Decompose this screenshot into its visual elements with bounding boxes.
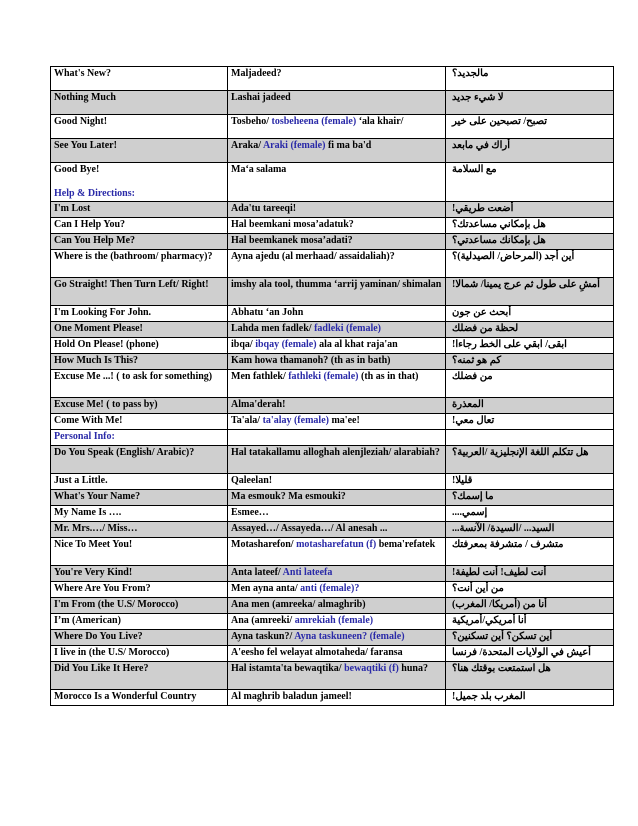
english-phrase: I'm Looking For John. — [51, 306, 228, 322]
table-row — [51, 598, 614, 614]
table-row — [51, 566, 614, 582]
english-phrase: Hold On Please! (phone) — [51, 338, 228, 354]
table-row — [51, 338, 614, 354]
arabic-phrase: أنا أمريكي/أمريكية — [446, 614, 614, 630]
transliteration-text: Abhatu ‘an John — [231, 307, 304, 318]
arabic-phrase: أبحث عن جون — [446, 306, 614, 322]
female-form: amrekiah (female) — [294, 615, 374, 626]
english-phrase: Do You Speak (English/ Arabic)? — [51, 446, 228, 474]
transliteration-text: Men ayna anta/ — [231, 583, 301, 594]
english-phrase: Nothing Much — [51, 91, 228, 115]
table-row — [51, 430, 614, 446]
female-form: Araki (female) — [262, 140, 326, 151]
table-row — [51, 370, 614, 398]
arabic-phrase: من أين أنت؟ — [446, 582, 614, 598]
phrase-table — [50, 66, 614, 706]
transliteration-text: bema'refatek — [376, 539, 436, 550]
table-row — [51, 139, 614, 163]
transliteration-text: Alma'derah! — [231, 399, 286, 410]
transliteration — [228, 598, 446, 614]
english-phrase: You're Very Kind! — [51, 566, 228, 582]
arabic-phrase: أمشِ على طول ثم عرج يمينا/ شمالا! — [446, 278, 614, 306]
transliteration-text: Anta lateef/ — [231, 567, 283, 578]
arabic-phrase: أنا من (أمريكا/ المغرب) — [446, 598, 614, 614]
female-form: tosbeheena (female) — [271, 116, 357, 127]
arabic-phrase: ابقى/ ابقي على الخط رجاءا! — [446, 338, 614, 354]
table-row — [51, 67, 614, 91]
transliteration-text: A'eesho fel welayat almotaheda/ faransa — [231, 647, 403, 658]
transliteration-text: huna? — [398, 663, 428, 674]
english-phrase: Excuse Me! ( to pass by) — [51, 398, 228, 414]
transliteration-text: (th as in that) — [358, 371, 419, 382]
english-phrase: I'm From (the U.S/ Morocco) — [51, 598, 228, 614]
arabic-phrase: هل بإمكانك مساعدتي؟ — [446, 234, 614, 250]
transliteration-text: Qaleelan! — [231, 475, 273, 486]
arabic-phrase: تصبح/ تصبحين على خير — [446, 115, 614, 139]
table-row — [51, 614, 614, 630]
table-row — [51, 163, 614, 202]
transliteration — [228, 370, 446, 398]
english-phrase: I’m (American) — [51, 614, 228, 630]
english-phrase: My Name Is …. — [51, 506, 228, 522]
english-phrase: Where Are You From? — [51, 582, 228, 598]
transliteration-text: Kam howa thamanoh? (th as in bath) — [231, 355, 391, 366]
female-form: ta'alay (female) — [262, 415, 329, 426]
table-row — [51, 538, 614, 566]
english-phrase: Come With Me! — [51, 414, 228, 430]
english-phrase: Mr. Mrs.…/ Miss… — [51, 522, 228, 538]
table-row — [51, 398, 614, 414]
female-form: Anti lateefa — [282, 567, 333, 578]
english-phrase: See You Later! — [51, 139, 228, 163]
arabic-phrase: أين أجد (المرحاض/ الصيدلية)؟ — [446, 250, 614, 278]
female-form: motasharefatun (f) — [296, 539, 377, 550]
arabic-phrase: مع السلامة — [446, 163, 614, 202]
english-phrase-text: Good Bye! — [54, 164, 100, 175]
transliteration-text: Motasharefon/ — [231, 539, 297, 550]
table-row — [51, 278, 614, 306]
transliteration — [228, 306, 446, 322]
transliteration-text: Lahda men fadlek/ — [231, 323, 315, 334]
transliteration-text: Ada'tu tareeqi! — [231, 203, 297, 214]
transliteration-text: Ayna ajedu (al merhaad/ assaidaliah)? — [231, 251, 395, 262]
arabic-phrase: هل استمتعت بوقتك هنا؟ — [446, 662, 614, 690]
transliteration — [228, 662, 446, 690]
transliteration — [228, 414, 446, 430]
table-row — [51, 234, 614, 250]
transliteration — [228, 474, 446, 490]
transliteration-text: Hal istamta'ta bewaqtika/ — [231, 663, 345, 674]
transliteration — [228, 163, 446, 202]
english-phrase: Go Straight! Then Turn Left/ Right! — [51, 278, 228, 306]
transliteration-text: ala al khat raja'an — [316, 339, 398, 350]
english-phrase: Excuse Me ...! ( to ask for something) — [51, 370, 228, 398]
transliteration-text: Assayed…/ Assayeda…/ Al anesah ... — [231, 523, 388, 534]
table-row — [51, 446, 614, 474]
transliteration-text: Men fathlek/ — [231, 371, 289, 382]
transliteration — [228, 115, 446, 139]
table-row — [51, 91, 614, 115]
transliteration-text: fi ma ba'd — [325, 140, 372, 151]
table-row — [51, 414, 614, 430]
transliteration — [228, 234, 446, 250]
arabic-phrase: إسمي.... — [446, 506, 614, 522]
table-row — [51, 322, 614, 338]
english-phrase: Where is the (bathroom/ pharmacy)? — [51, 250, 228, 278]
transliteration-text: ‘ala khair/ — [356, 116, 404, 127]
transliteration-text: Araka/ — [231, 140, 263, 151]
transliteration-text: Ma esmouk? Ma esmouki? — [231, 491, 346, 502]
table-row — [51, 306, 614, 322]
arabic-phrase: مالجديد؟ — [446, 67, 614, 91]
english-phrase — [51, 163, 228, 202]
english-phrase: I live in (the U.S/ Morocco) — [51, 646, 228, 662]
female-form: bewaqtiki (f) — [344, 663, 399, 674]
english-phrase: Morocco Is a Wonderful Country — [51, 690, 228, 706]
table-row — [51, 522, 614, 538]
transliteration — [228, 202, 446, 218]
english-phrase: What's Your Name? — [51, 490, 228, 506]
transliteration — [228, 614, 446, 630]
arabic-phrase: أضعت طريقي! — [446, 202, 614, 218]
female-form: ibqay (female) — [255, 339, 317, 350]
transliteration-text: Esmee… — [231, 507, 269, 518]
transliteration — [228, 278, 446, 306]
table-row — [51, 202, 614, 218]
arabic-phrase — [446, 430, 614, 446]
female-form: fathleki (female) — [288, 371, 359, 382]
transliteration — [228, 630, 446, 646]
arabic-phrase: لا شيء جديد — [446, 91, 614, 115]
transliteration-text: Ma‘a salama — [231, 164, 287, 175]
transliteration — [228, 139, 446, 163]
transliteration-text: Ayna taskun?/ — [231, 631, 295, 642]
arabic-phrase: أعيش في الولايات المتحدة/ فرنسا — [446, 646, 614, 662]
female-form: Ayna taskuneen? (female) — [294, 631, 405, 642]
transliteration — [228, 218, 446, 234]
transliteration-text: Maljadeed? — [231, 68, 282, 79]
table-row — [51, 490, 614, 506]
transliteration-text: Hal tatakallamu alloghah alenjleziah/ alarabiah? — [231, 447, 440, 458]
table-row — [51, 474, 614, 490]
arabic-phrase: كم هو ثمنه؟ — [446, 354, 614, 370]
english-phrase: I'm Lost — [51, 202, 228, 218]
arabic-phrase: هل تتكلم اللغة الإنجليزية /العربية؟ — [446, 446, 614, 474]
transliteration-text: Hal beemkani mosa’adatuk? — [231, 219, 354, 230]
arabic-phrase: السيد... /السيدة/ الآنسة... — [446, 522, 614, 538]
transliteration-text: Al maghrib baladun jameel! — [231, 691, 352, 702]
english-phrase: Good Night! — [51, 115, 228, 139]
transliteration — [228, 91, 446, 115]
arabic-phrase: أنت لطيف! أنت لطيفة! — [446, 566, 614, 582]
english-phrase: One Moment Please! — [51, 322, 228, 338]
transliteration — [228, 506, 446, 522]
table-row — [51, 354, 614, 370]
transliteration-text: ibqa/ — [231, 339, 256, 350]
female-form: fadleki (female) — [314, 323, 382, 334]
female-form: anti (female)? — [300, 583, 360, 594]
table-row — [51, 630, 614, 646]
transliteration — [228, 250, 446, 278]
table-row — [51, 250, 614, 278]
arabic-phrase: لحظة من فضلك — [446, 322, 614, 338]
transliteration — [228, 338, 446, 354]
transliteration — [228, 522, 446, 538]
english-phrase: Can I Help You? — [51, 218, 228, 234]
transliteration — [228, 322, 446, 338]
transliteration — [228, 582, 446, 598]
english-phrase: What's New? — [51, 67, 228, 91]
english-phrase: Nice To Meet You! — [51, 538, 228, 566]
transliteration-text: Ana (amreeki/ — [231, 615, 295, 626]
english-phrase: Can You Help Me? — [51, 234, 228, 250]
transliteration-text: Lashai jadeed — [231, 92, 291, 103]
transliteration — [228, 490, 446, 506]
arabic-phrase: قليلا! — [446, 474, 614, 490]
transliteration-text: Ta'ala/ — [231, 415, 263, 426]
english-phrase: Just a Little. — [51, 474, 228, 490]
arabic-phrase: المعذرة — [446, 398, 614, 414]
arabic-phrase: هل بإمكاني مساعدتك؟ — [446, 218, 614, 234]
arabic-phrase: ما إسمك؟ — [446, 490, 614, 506]
transliteration — [228, 690, 446, 706]
table-row — [51, 662, 614, 690]
transliteration — [228, 354, 446, 370]
transliteration — [228, 430, 446, 446]
transliteration-text: Tosbeho/ — [231, 116, 272, 127]
transliteration — [228, 566, 446, 582]
english-phrase: Where Do You Live? — [51, 630, 228, 646]
transliteration-text: imshy ala tool, thumma ‘arrij yaminan/ shimalan — [231, 279, 442, 290]
transliteration — [228, 538, 446, 566]
arabic-phrase: متشرف / متشرفة بمعرفتك — [446, 538, 614, 566]
transliteration — [228, 446, 446, 474]
table-row — [51, 218, 614, 234]
english-phrase: How Much Is This? — [51, 354, 228, 370]
table-row — [51, 115, 614, 139]
transliteration-text: ma'ee! — [328, 415, 360, 426]
table-row — [51, 582, 614, 598]
arabic-phrase: المغرب بلد جميل! — [446, 690, 614, 706]
transliteration — [228, 67, 446, 91]
table-row — [51, 690, 614, 706]
english-phrase: Did You Like It Here? — [51, 662, 228, 690]
table-row — [51, 506, 614, 522]
transliteration-text: Hal beemkanek mosa’adati? — [231, 235, 353, 246]
transliteration — [228, 398, 446, 414]
english-phrase: Personal Info: — [51, 430, 228, 446]
arabic-phrase: من فضلك — [446, 370, 614, 398]
arabic-phrase: تعال معي! — [446, 414, 614, 430]
transliteration-text: Ana men (amreeka/ almaghrib) — [231, 599, 366, 610]
table-row — [51, 646, 614, 662]
transliteration — [228, 646, 446, 662]
arabic-phrase: أين تسكن؟ أين تسكنين؟ — [446, 630, 614, 646]
arabic-phrase: أراك في مابعد — [446, 139, 614, 163]
section-heading: Help & Directions: — [54, 188, 135, 199]
